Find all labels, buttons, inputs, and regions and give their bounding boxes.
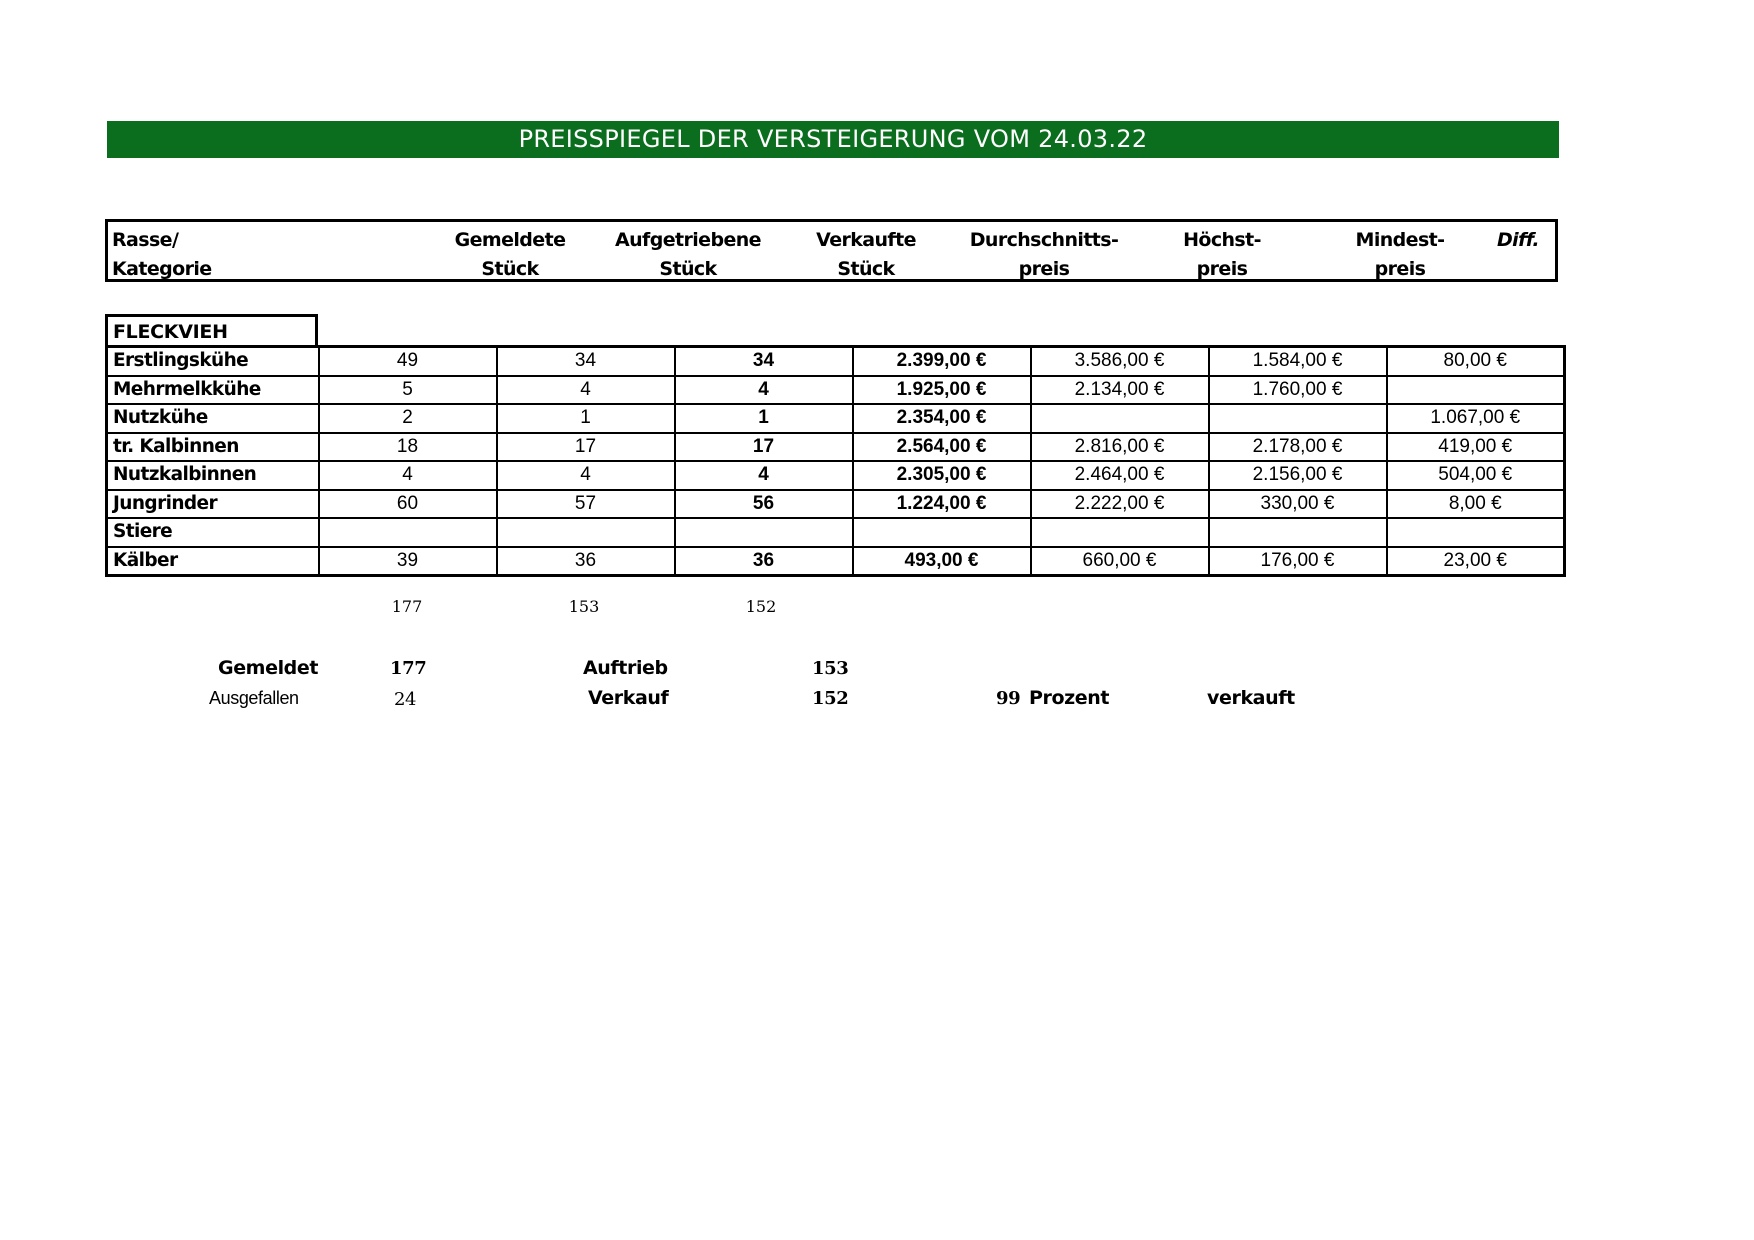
header-durchschnittspreis — [955, 226, 1133, 284]
header-line: Diff. — [1497, 229, 1539, 251]
table-row — [107, 518, 1565, 547]
cell-durchschnitt: 2.305,00 € — [853, 461, 1031, 490]
cell-gemeldet: 18 — [319, 433, 497, 462]
summary-gemeldet-label: Gemeldet — [218, 657, 319, 679]
cell-hoechst: 660,00 € — [1031, 547, 1209, 576]
header-hoechstpreis — [1133, 226, 1311, 284]
cell-aufgetrieben: 1 — [497, 404, 675, 433]
cell-label: Nutzkalbinnen — [107, 461, 319, 490]
total-aufgetrieben: 153 — [568, 597, 600, 616]
header-gemeldete-stueck — [421, 226, 599, 284]
cell-label: Jungrinder — [107, 490, 319, 519]
header-line: Verkaufte — [816, 229, 916, 251]
cell-verkauft: 56 — [675, 490, 853, 519]
cell-label: tr. Kalbinnen — [107, 433, 319, 462]
cell-label: Mehrmelkkühe — [107, 376, 319, 405]
cell-aufgetrieben: 4 — [497, 376, 675, 405]
cell-mindest: 176,00 € — [1209, 547, 1387, 576]
summary-ausgefallen-value: 24 — [394, 689, 417, 710]
cell-diff: 419,00 € — [1387, 433, 1565, 462]
cell-label: Stiere — [107, 518, 319, 547]
cell-durchschnitt — [853, 518, 1031, 547]
cell-verkauft: 34 — [675, 347, 853, 376]
page-title-banner — [107, 121, 1559, 158]
cell-mindest — [1209, 518, 1387, 547]
cell-verkauft: 1 — [675, 404, 853, 433]
table-row — [107, 461, 1565, 490]
cell-verkauft — [675, 518, 853, 547]
header-verkaufte-stueck — [777, 226, 955, 284]
cell-aufgetrieben: 17 — [497, 433, 675, 462]
cell-diff: 1.067,00 € — [1387, 404, 1565, 433]
cell-mindest: 2.178,00 € — [1209, 433, 1387, 462]
table-row — [107, 347, 1565, 376]
table-row — [107, 433, 1565, 462]
total-gemeldet: 177 — [391, 597, 423, 616]
table-row — [107, 376, 1565, 405]
header-line: Stück — [659, 258, 717, 280]
cell-mindest: 2.156,00 € — [1209, 461, 1387, 490]
header-line: preis — [1374, 258, 1426, 280]
cell-aufgetrieben: 4 — [497, 461, 675, 490]
cell-label: Kälber — [107, 547, 319, 576]
header-line: Mindest- — [1355, 229, 1445, 251]
summary-auftrieb-label: Auftrieb — [583, 657, 668, 679]
cell-gemeldet: 60 — [319, 490, 497, 519]
cell-diff: 8,00 € — [1387, 490, 1565, 519]
cell-verkauft: 36 — [675, 547, 853, 576]
cell-durchschnitt: 2.399,00 € — [853, 347, 1031, 376]
cell-diff: 80,00 € — [1387, 347, 1565, 376]
cell-aufgetrieben: 36 — [497, 547, 675, 576]
cell-hoechst — [1031, 404, 1209, 433]
cell-durchschnitt: 1.925,00 € — [853, 376, 1031, 405]
cell-gemeldet: 49 — [319, 347, 497, 376]
cell-diff: 23,00 € — [1387, 547, 1565, 576]
cell-verkauft: 4 — [675, 461, 853, 490]
summary-prozent-value: 99 — [996, 688, 1021, 709]
cell-label: Nutzkühe — [107, 404, 319, 433]
cell-hoechst: 3.586,00 € — [1031, 347, 1209, 376]
header-line: Gemeldete — [454, 229, 566, 251]
header-line: Rasse/ — [112, 229, 179, 251]
cell-durchschnitt: 2.354,00 € — [853, 404, 1031, 433]
header-line: Stück — [481, 258, 539, 280]
cell-label: Erstlingskühe — [107, 347, 319, 376]
cell-diff — [1387, 376, 1565, 405]
header-diff — [1429, 226, 1607, 255]
header-aufgetriebene-stueck — [599, 226, 777, 284]
cell-mindest: 330,00 € — [1209, 490, 1387, 519]
price-table — [105, 345, 1566, 577]
cell-gemeldet: 2 — [319, 404, 497, 433]
cell-hoechst: 2.816,00 € — [1031, 433, 1209, 462]
page-title: PREISSPIEGEL DER VERSTEIGERUNG VOM 24.03.22 — [518, 125, 1148, 153]
header-rasse-kategorie — [112, 226, 312, 284]
cell-hoechst: 2.222,00 € — [1031, 490, 1209, 519]
cell-verkauft: 17 — [675, 433, 853, 462]
cell-gemeldet: 4 — [319, 461, 497, 490]
header-line: preis — [1018, 258, 1070, 280]
total-verkauft: 152 — [745, 597, 777, 616]
cell-aufgetrieben — [497, 518, 675, 547]
summary-gemeldet-value: 177 — [390, 658, 427, 679]
cell-aufgetrieben: 34 — [497, 347, 675, 376]
column-header-row — [105, 219, 1558, 282]
table-row — [107, 490, 1565, 519]
cell-gemeldet — [319, 518, 497, 547]
summary-verkauf-value: 152 — [812, 688, 849, 709]
header-line: Kategorie — [112, 258, 212, 280]
header-line: Stück — [837, 258, 895, 280]
category-fleckvieh: FLECKVIEH — [105, 314, 318, 348]
cell-mindest: 1.584,00 € — [1209, 347, 1387, 376]
cell-durchschnitt: 2.564,00 € — [853, 433, 1031, 462]
summary-verkauft-label: verkauft — [1207, 687, 1295, 709]
summary-auftrieb-value: 153 — [812, 658, 849, 679]
cell-durchschnitt: 1.224,00 € — [853, 490, 1031, 519]
cell-mindest — [1209, 404, 1387, 433]
cell-verkauft: 4 — [675, 376, 853, 405]
cell-aufgetrieben: 57 — [497, 490, 675, 519]
table-row — [107, 547, 1565, 576]
cell-gemeldet: 5 — [319, 376, 497, 405]
header-line: Höchst- — [1183, 229, 1261, 251]
cell-hoechst — [1031, 518, 1209, 547]
cell-diff: 504,00 € — [1387, 461, 1565, 490]
cell-gemeldet: 39 — [319, 547, 497, 576]
header-line: Aufgetriebene — [615, 229, 761, 251]
cell-mindest: 1.760,00 € — [1209, 376, 1387, 405]
summary-verkauf-label: Verkauf — [588, 687, 669, 709]
cell-hoechst: 2.134,00 € — [1031, 376, 1209, 405]
header-line: Durchschnitts- — [969, 229, 1119, 251]
cell-hoechst: 2.464,00 € — [1031, 461, 1209, 490]
cell-durchschnitt: 493,00 € — [853, 547, 1031, 576]
cell-diff — [1387, 518, 1565, 547]
summary-ausgefallen-label: Ausgefallen — [209, 688, 299, 708]
summary-prozent-label: Prozent — [1029, 687, 1110, 709]
table-row — [107, 404, 1565, 433]
header-line: preis — [1196, 258, 1248, 280]
